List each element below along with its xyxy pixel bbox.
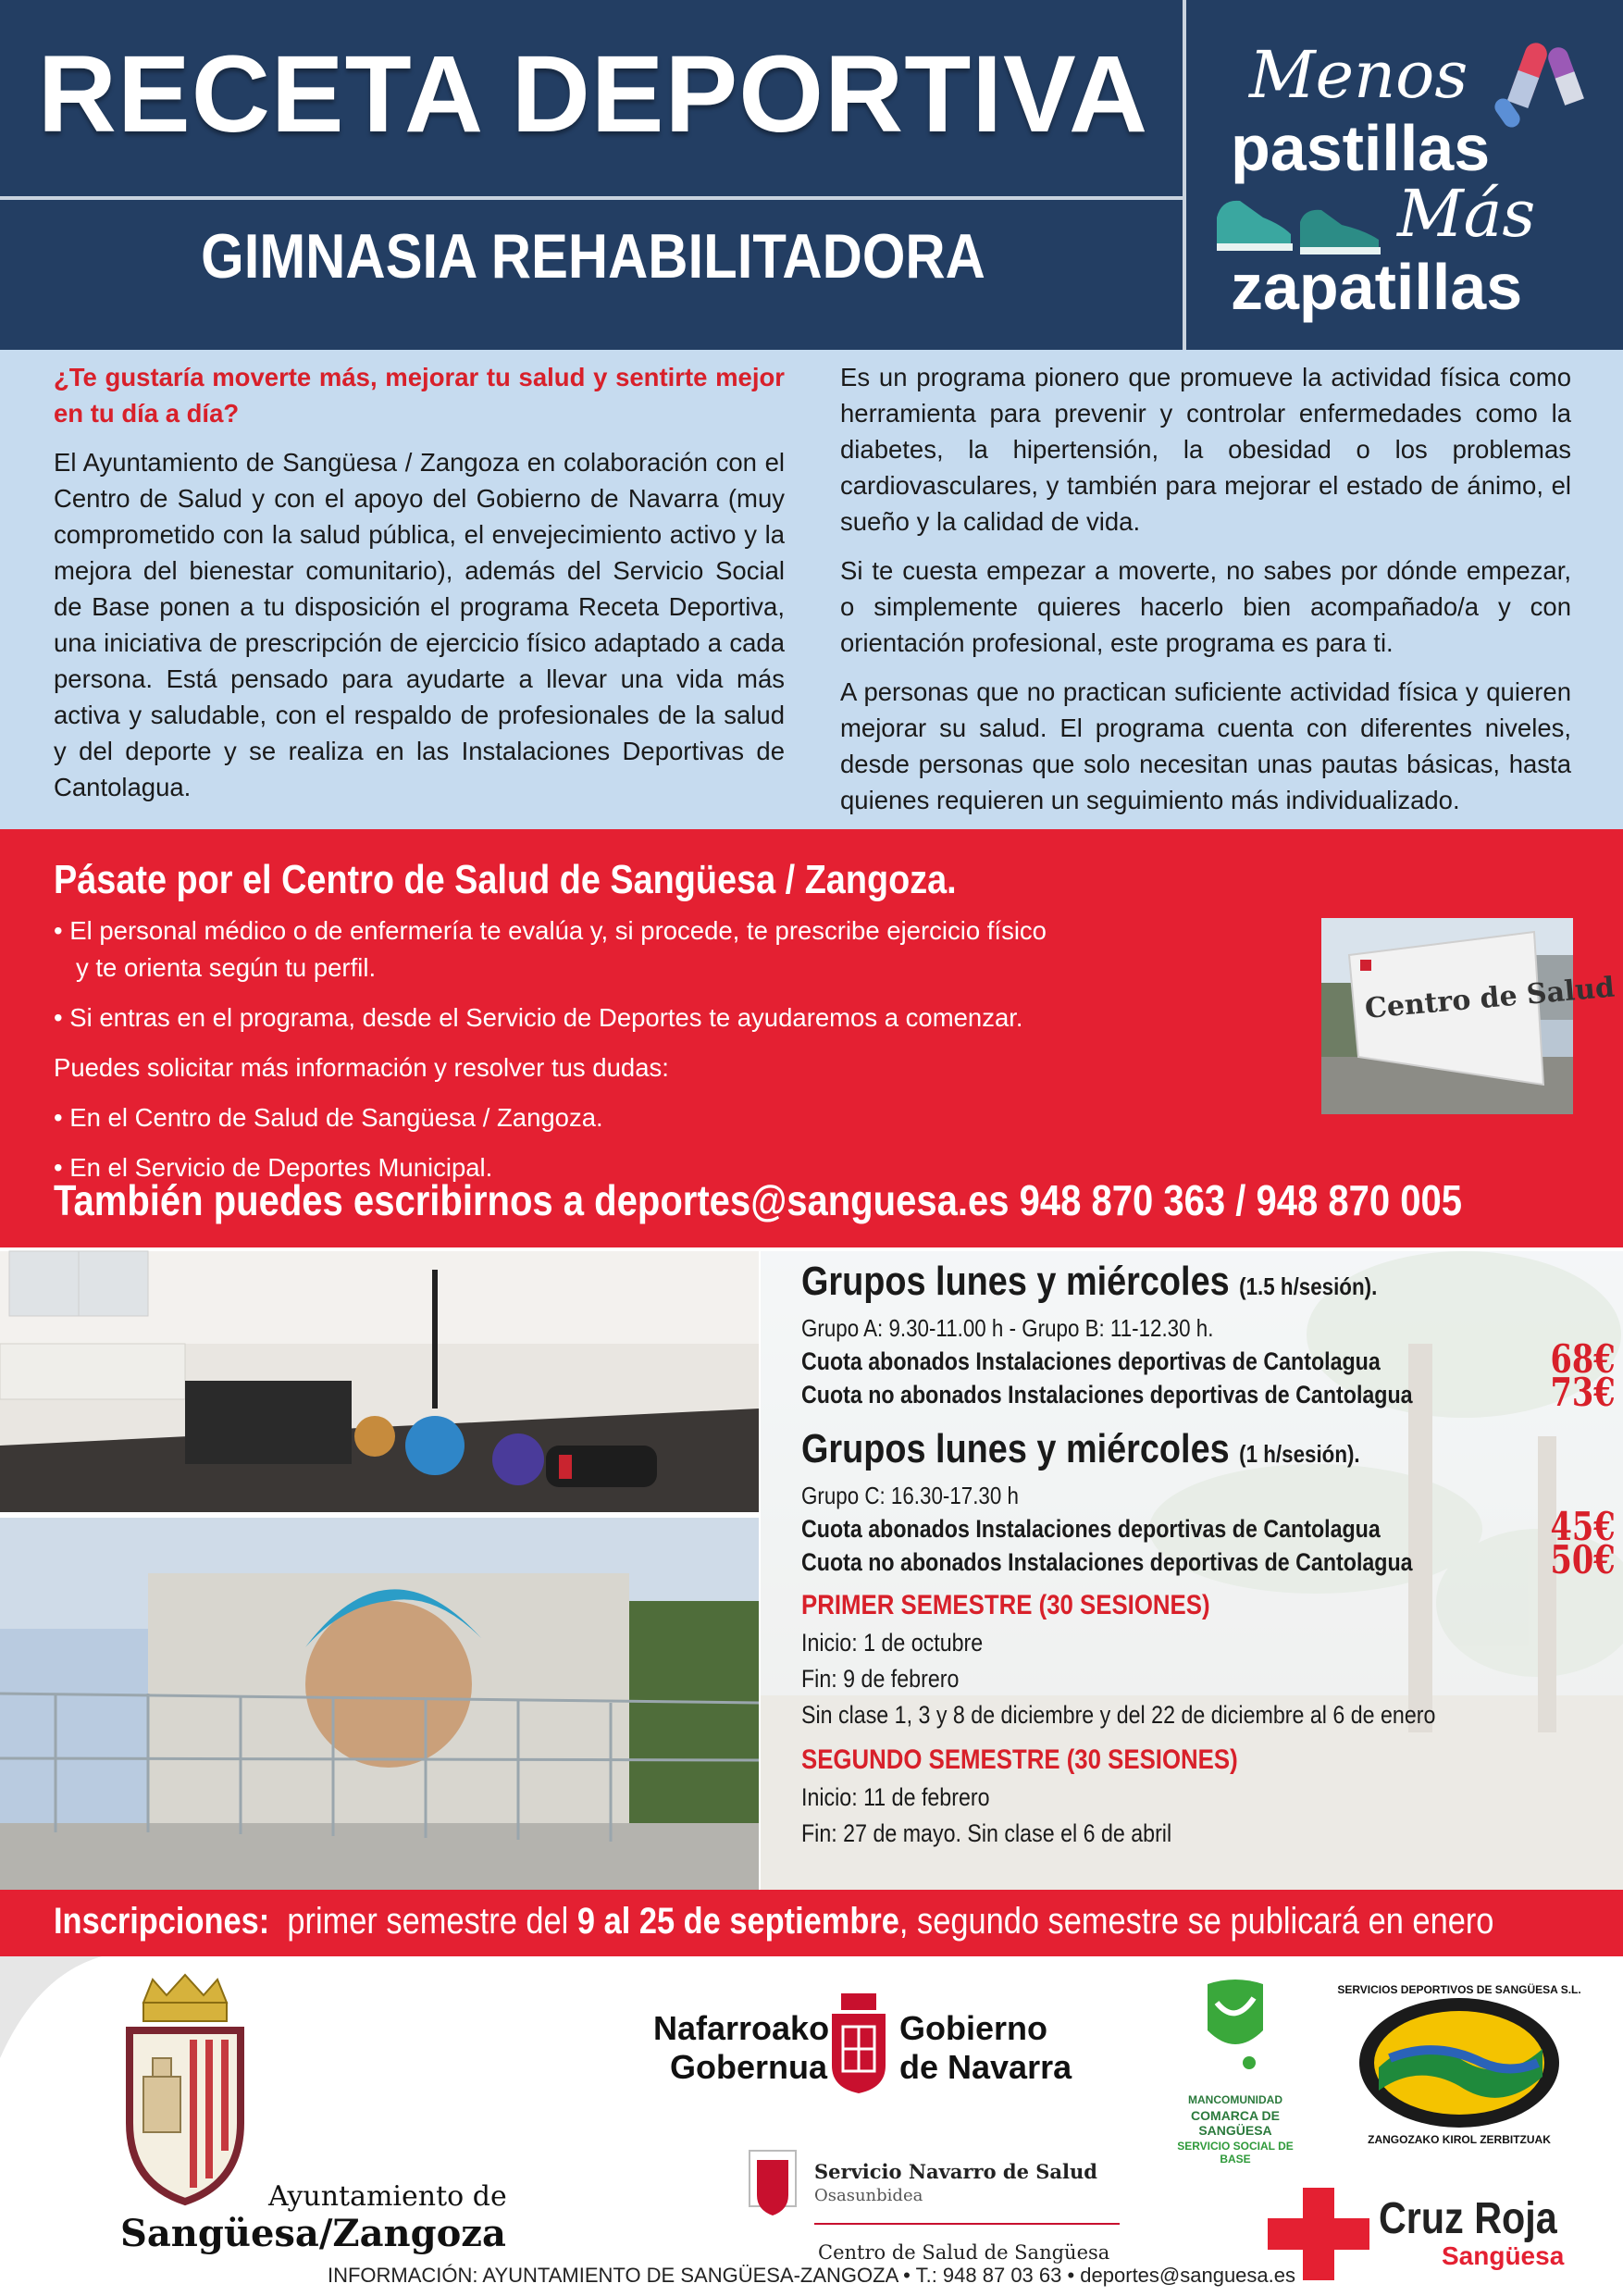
inscripciones-text — [54, 1901, 1493, 1942]
inscripciones-part-a: primer semestre del — [287, 1901, 569, 1942]
group1-duration: (1.5 h/sesión). — [1239, 1272, 1378, 1300]
slogan-line-1: Menos — [1249, 37, 1468, 113]
group2-times: Grupo C: 16.30-17.30 h — [801, 1482, 1019, 1509]
fee-label: Cuota no abonados Instalaciones deportivas de Cantolagua — [801, 1548, 1413, 1576]
intro-left-column — [54, 359, 785, 818]
slogan-line-3: Más — [1397, 176, 1536, 252]
ayuntamiento-name-2: Sangüesa/Zangoza — [120, 2212, 506, 2255]
group2-title-text: Grupos lunes y miércoles — [801, 1426, 1230, 1471]
bullet-servicio-deportes: • En el Servicio de Deportes Municipal. — [54, 1153, 493, 1182]
sns-divider — [814, 2223, 1120, 2225]
semester2-title: SEGUNDO SEMESTRE (30 SESIONES) — [801, 1744, 1238, 1775]
ayuntamiento-logo — [102, 1975, 507, 2255]
pills-icon — [1490, 32, 1610, 134]
bullet-centro-salud: • En el Centro de Salud de Sangüesa / Zangoza. — [54, 1103, 603, 1132]
centro-salud-photo — [1321, 918, 1617, 1114]
semester1-start: Inicio: 1 de octubre — [801, 1629, 984, 1657]
semester1-end: Fin: 9 de febrero — [801, 1665, 960, 1693]
schedule-panel — [801, 1251, 1616, 1852]
mancomunidad-line2: COMARCA DE SANGÜESA — [1191, 2108, 1280, 2138]
intro-paragraph-right-3: A personas que no practican suficiente actividad física y quieren mejorar su salud. El programa cuenta con diferentes niveles, desde personas que solo necesitan unas pautas básicas, hasta quienes requieren un seguimiento más individualizado. — [840, 677, 1571, 814]
mancomunidad-line3: SERVICIO SOCIAL DE BASE — [1177, 2140, 1294, 2166]
intro-paragraph-left: El Ayuntamiento de Sangüesa / Zangoza en colaboración con el Centro de Salud y con el apoyo del Gobierno de Navarra (muy comprometido con la salud pública, el envejecimiento activo y la mejora del bienestar comunitario), además del Servicio Social de Base ponen a tu disposición el programa Receta Deportiva, una iniciativa de prescripción de ejercicio físico adaptado a cada persona. Está pensado para ayudarte a llevar una vida más activa y saludable, con el respaldo de profesionales de la salud y del deporte y se realiza en las Instalaciones Deportivas de Cantolagua. — [54, 448, 785, 801]
semester2-start: Inicio: 11 de febrero — [801, 1783, 990, 1811]
list-item — [54, 912, 1303, 987]
fee-label: Cuota abonados Instalaciones deportivas de Cantolagua — [801, 1515, 1381, 1543]
mural-photo — [0, 1518, 759, 1890]
info-intro: Puedes solicitar más información y resolver tus dudas: — [54, 1053, 669, 1082]
intro-paragraph-right-1: Es un programa pionero que promueve la actividad física como herramienta para prevenir y controlar enfermedades como la diabetes, la hipertensión, la obesidad o los problemas cardiovasculares, y también para mejorar el estado de ánimo, el sueño y la calidad de vida. — [840, 363, 1571, 536]
ayuntamiento-name-1: Ayuntamiento de — [268, 2180, 507, 2213]
contact-line: También puedes escribirnos a deportes@sanguesa.es 948 870 363 / 948 870 005 — [54, 1176, 1463, 1224]
fee-label: Cuota abonados Instalaciones deportivas de Cantolagua — [801, 1347, 1381, 1375]
bullet-evaluation: • El personal médico o de enfermería te evalúa y, si procede, te prescribe ejercicio físico — [54, 916, 1047, 945]
fee-price: 45€ — [1550, 1504, 1616, 1549]
gob-castellano-2: de Navarra — [899, 2048, 1072, 2086]
sns-shield-icon — [740, 2141, 805, 2225]
group1-times: Grupo A: 9.30-11.00 h - Grupo B: 11-12.30 h. — [801, 1314, 1214, 1342]
group2-title — [801, 1424, 1502, 1479]
group2-fee-no-abonados — [801, 1537, 1616, 1582]
semester1-title: PRIMER SEMESTRE (30 SESIONES) — [801, 1590, 1210, 1620]
navarra-shield-icon — [828, 1993, 889, 2095]
sds-top-text: SERVICIOS DEPORTIVOS DE SANGÜESA S.L. — [1337, 1983, 1581, 1996]
mancomunidad-line1: MANCOMUNIDAD — [1188, 2093, 1282, 2106]
sns-name: Servicio Navarro de Salud — [814, 2160, 1097, 2183]
cruz-roja-name: Cruz Roja — [1379, 2194, 1557, 2243]
gob-euskera-1: Nafarroako — [653, 2009, 830, 2047]
gym-photo — [0, 1251, 759, 1512]
gobierno-navarra-logo — [648, 1993, 1083, 2114]
centro-heading: Pásate por el Centro de Salud de Sangüesa / Zangoza. — [54, 857, 957, 902]
sds-bottom-text: ZANGOZAKO KIROL ZERBITZUAK — [1368, 2133, 1551, 2146]
servicio-navarro-salud-logo — [731, 2141, 1157, 2271]
gob-euskera-2: Gobernua — [670, 2048, 828, 2086]
intro-question: ¿Te gustaría moverte más, mejorar tu salud y sentirte mejor en tu día a día? — [54, 363, 785, 428]
bullet-evaluation-cont: y te orienta según tu perfil. — [76, 953, 377, 982]
header-banner — [0, 0, 1623, 350]
footer-info: INFORMACIÓN: AYUNTAMIENTO DE SANGÜESA-ZANGOZA • T.: 948 87 03 63 • deportes@sanguesa.es — [327, 2264, 1296, 2287]
sns-subtitle: Osasunbidea — [814, 2186, 923, 2205]
semester2-end: Fin: 27 de mayo. Sin clase el 6 de abril — [801, 1819, 1172, 1847]
servicios-deportivos-logo — [1337, 1975, 1581, 2151]
group1-title-text: Grupos lunes y miércoles — [801, 1259, 1230, 1304]
fee-price: 73€ — [1550, 1370, 1616, 1415]
inscripciones-dates: 9 al 25 de septiembre — [576, 1901, 899, 1942]
intro-right-column — [840, 359, 1571, 831]
centro-info-list — [54, 912, 1303, 1199]
fee-price: 50€ — [1550, 1537, 1616, 1582]
page-subtitle: GIMNASIA REHABILITADORA — [201, 221, 985, 292]
group1-fee-abonados — [801, 1336, 1616, 1382]
cruz-roja-city: Sangüesa — [1442, 2241, 1565, 2270]
group1-fee-no-abonados — [801, 1370, 1616, 1415]
slogan — [1194, 19, 1623, 342]
coat-of-arms-icon — [102, 1975, 268, 2206]
group1-title — [801, 1257, 1502, 1311]
centro-salud-section — [0, 829, 1623, 1247]
logos-section — [0, 1956, 1623, 2296]
mancomunidad-icon — [1198, 1975, 1272, 2086]
group2-fee-abonados — [801, 1504, 1616, 1549]
slogan-line-4: zapatillas — [1231, 251, 1523, 323]
header-divider — [0, 196, 1186, 200]
gob-castellano-1: Gobierno — [899, 2009, 1047, 2047]
inscripciones-bar — [0, 1890, 1623, 1956]
centro-salud-sanguesa: Centro de Salud de Sangüesa — [818, 2241, 1110, 2264]
fee-price: 68€ — [1550, 1336, 1616, 1382]
mancomunidad-logo — [1166, 1975, 1305, 2178]
slogan-line-2: pastillas — [1231, 112, 1491, 184]
decorative-swoosh — [0, 1956, 111, 2067]
intro-paragraph-right-2: Si te cuesta empezar a moverte, no sabes por dónde empezar, o simplemente quieres hacerlo bien acompañado/a y con orientación profesional, este programa es para ti. — [840, 556, 1571, 657]
semester1-no-class: Sin clase 1, 3 y 8 de diciembre y del 22 de diciembre al 6 de enero — [801, 1701, 1436, 1729]
intro-section — [0, 350, 1623, 829]
inscripciones-label: Inscripciones: — [54, 1901, 270, 1942]
photo-sign-text: Centro de Salud — [1363, 971, 1617, 1025]
group2-duration: (1 h/sesión). — [1239, 1440, 1360, 1468]
inscripciones-part-b: , segundo semestre se publicará en enero — [898, 1901, 1494, 1942]
fee-label: Cuota no abonados Instalaciones deportivas de Cantolagua — [801, 1381, 1413, 1409]
page-title: RECETA DEPORTIVA — [37, 33, 1149, 155]
bullet-program: • Si entras en el programa, desde el Servicio de Deportes te ayudaremos a comenzar. — [54, 1003, 1023, 1032]
